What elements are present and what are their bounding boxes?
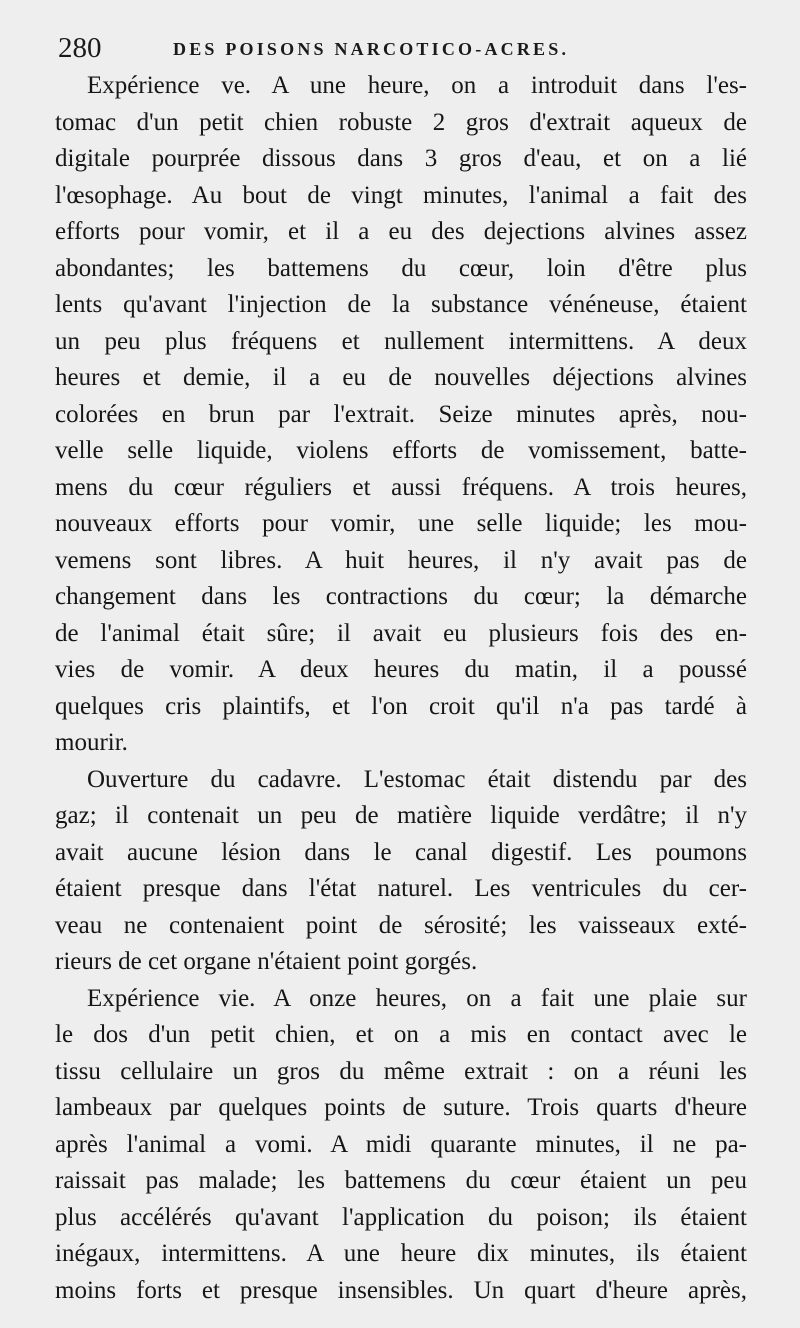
paragraph-3-line: le dos d'un petit chien, et on a mis en contact avec le — [55, 1021, 747, 1048]
paragraph-1-line: colorées en brun par l'extrait. Seize minutes après, nou- — [55, 400, 747, 428]
paragraph-1-line: vies de vomir. A deux heures du matin, il a poussé — [55, 656, 747, 683]
paragraph-3-line: Expérience vie. A onze heures, on a fait une plaie sur — [87, 984, 747, 1012]
paragraph-1-line: changement dans les contractions du cœur; la démarche — [55, 583, 747, 610]
paragraph-3-line: tissu cellulaire un gros du même extrait : on a réuni les — [55, 1057, 747, 1085]
paragraph-1-line: de l'animal était sûre; il avait eu plusieurs fois des en- — [55, 619, 747, 647]
paragraph-1-line: quelques cris plaintifs, et l'on croit qu'il n'a pas tardé à — [55, 692, 747, 720]
paragraph-1-line: mens du cœur réguliers et aussi fréquens. A trois heures, — [55, 473, 747, 501]
paragraph-3-line: lambeaux par quelques points de suture. Trois quarts d'heure — [55, 1094, 747, 1121]
paragraph-1-line: lents qu'avant l'injection de la substance vénéneuse, étaient — [55, 291, 747, 318]
paragraph-1-line: Expérience ve. A une heure, on a introduit dans l'es- — [87, 72, 747, 99]
paragraph-1-line: velle selle liquide, violens efforts de vomissement, batte- — [55, 437, 747, 464]
paragraph-1-line: abondantes; les battemens du cœur, loin d'être plus — [55, 254, 747, 282]
paragraph-3-line: inégaux, intermittens. A une heure dix minutes, ils étaient — [55, 1240, 747, 1267]
paragraph-1-line: tomac d'un petit chien robuste 2 gros d'extrait aqueux de — [55, 108, 747, 136]
paragraph-1-line: digitale pourprée dissous dans 3 gros d'eau, et on a lié — [55, 145, 747, 172]
page-number: 280 — [58, 32, 102, 64]
paragraph-2-line: Ouverture du cadavre. L'estomac était distendu par des — [87, 765, 747, 793]
paragraph-1-line: heures et demie, il a eu de nouvelles déjections alvines — [55, 364, 747, 391]
paragraph-1-line: nouveaux efforts pour vomir, une selle liquide; les mou- — [55, 510, 747, 537]
paragraph-2-line: veau ne contenaient point de sérosité; les vaisseaux exté- — [55, 911, 747, 939]
body-text — [55, 68, 747, 1309]
paragraph-1-line: efforts pour vomir, et il a eu des dejections alvines assez — [55, 218, 747, 245]
paragraph-3-line: plus accélérés qu'avant l'application du poison; ils étaient — [55, 1203, 747, 1231]
paragraph-2-line: gaz; il contenait un peu de matière liquide verdâtre; il n'y — [55, 802, 747, 829]
paragraph-3-line: raissait pas malade; les battemens du cœur étaient un peu — [55, 1167, 747, 1194]
paragraph-1-line: l'œsophage. Au bout de vingt minutes, l'animal a fait des — [55, 181, 747, 209]
paragraph-3-line: après l'animal a vomi. A midi quarante minutes, il ne pa- — [55, 1130, 747, 1158]
paragraph-1-line: un peu plus fréquens et nullement intermittens. A deux — [55, 327, 747, 355]
paragraph-1-line: mourir. — [55, 729, 128, 756]
paragraph-2-line: avait aucune lésion dans le canal digestif. Les poumons — [55, 838, 747, 866]
paragraph-1-line: vemens sont libres. A huit heures, il n'y avait pas de — [55, 546, 747, 574]
running-head: DES POISONS NARCOTICO-ACRES. — [173, 39, 570, 59]
page-header — [58, 30, 758, 66]
paragraph-3-line: moins forts et presque insensibles. Un quart d'heure après, — [55, 1276, 747, 1304]
paragraph-2-line: étaient presque dans l'état naturel. Les ventricules du cer- — [55, 875, 747, 902]
paragraph-2-line: rieurs de cet organe n'étaient point gorgés. — [55, 948, 478, 975]
